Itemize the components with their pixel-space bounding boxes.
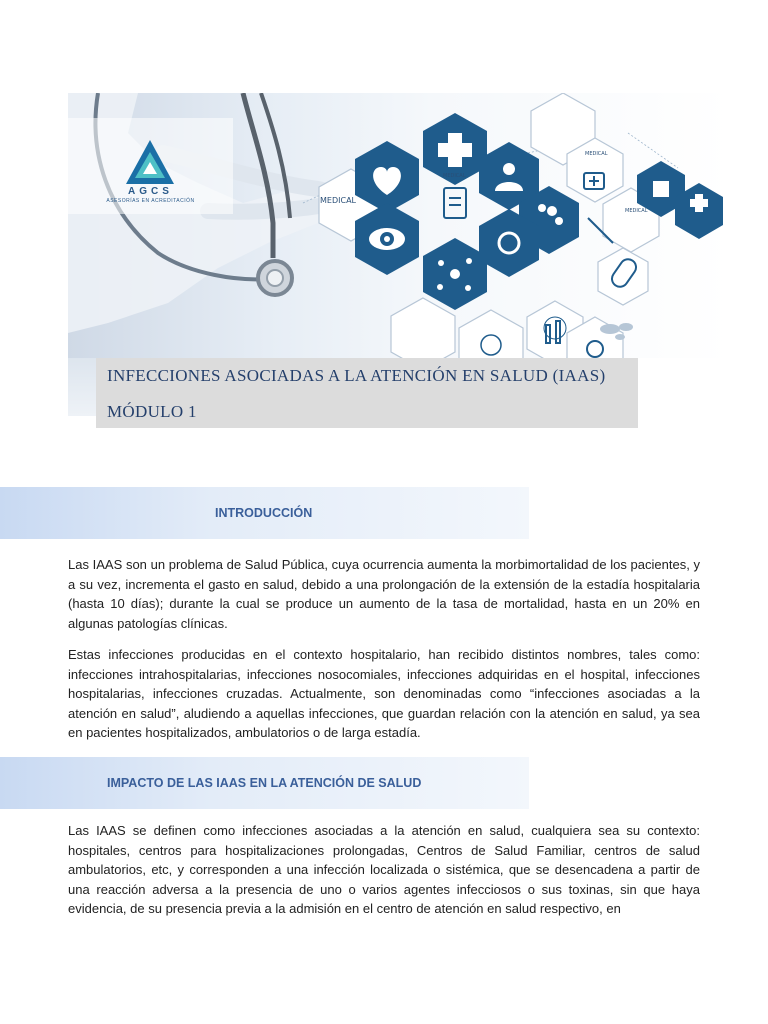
medical-label-4: MEDICAL — [625, 208, 648, 214]
cross-icon-h — [438, 143, 472, 157]
medical-label-2: MEDICAL — [443, 173, 466, 179]
clipboard-icon — [444, 188, 466, 218]
section-heading: IMPACTO DE LAS IAAS EN LA ATENCIÓN DE SALUD — [107, 776, 422, 790]
drops-icon — [538, 204, 546, 212]
paragraph-intro-2: Estas infecciones producidas en el contexto hospitalario, han recibido distintos nombres, tales como: infecciones intrahospitalarias, infecciones nosocomiales, infecciones adquiridas en el hospital, infecciones hospitalarias, infecciones cruzadas. Actualmente, son denominadas como “infecciones asociadas a la atención en salud”, aludiendo a aquellas infecciones, que guardan relación con la atención en salud, ya sea en pacientes hospitalizados, ambulatorios o de larga estadía. — [68, 647, 700, 740]
section-header-introduccion — [0, 487, 529, 539]
molecule-icon — [450, 269, 460, 279]
plus-cross-icon-v — [653, 181, 669, 197]
section-header-impacto — [0, 757, 529, 809]
logo-name: AGCS — [128, 186, 173, 197]
doctor-icon — [503, 163, 515, 175]
title-side-accent — [68, 358, 96, 416]
document-title: INFECCIONES ASOCIADAS A LA ATENCIÓN EN SALUD (IAAS) — [107, 366, 606, 385]
title-box — [96, 358, 638, 428]
logo-panel — [68, 118, 233, 214]
medical-label-3: MEDICAL — [585, 151, 608, 157]
paragraph-impact-1: Las IAAS se definen como infecciones asociadas a la atención en salud, cualquiera sea su contexto: hospitales, centros para hospitalizaciones prolongadas, Centros de Salud Familiar, centros de salud ambulatorios, etc, y corresponden a una infección localizada o sistémica, que se desencadena a partir de una reacción adversa a la presencia de uno o varios agentes infecciosos o sus toxinas, sin que haya evidencia, de su presencia previa a la admisión en el centro de atención en salud respectivo, en — [68, 823, 700, 916]
agcs-logo-icon — [124, 138, 176, 186]
paragraph-intro-1: Las IAAS son un problema de Salud Pública, cuya ocurrencia aumenta la morbimortalidad de los pacientes, y a su vez, incrementa el gasto en salud, debido a una prolongación de la extensión de la estadía hospitalaria (hasta 10 días); durante la cual se produce un aumento de la tasa de mortalidad, hasta en un 20% en algunas patologías clínicas. — [68, 557, 700, 631]
module-title: MÓDULO 1 — [107, 402, 197, 421]
section-heading: INTRODUCCIÓN — [215, 506, 313, 520]
logo-tagline: ASESORÍAS EN ACREDITACIÓN — [106, 198, 195, 204]
medical-label-1: MEDICAL — [320, 196, 356, 205]
